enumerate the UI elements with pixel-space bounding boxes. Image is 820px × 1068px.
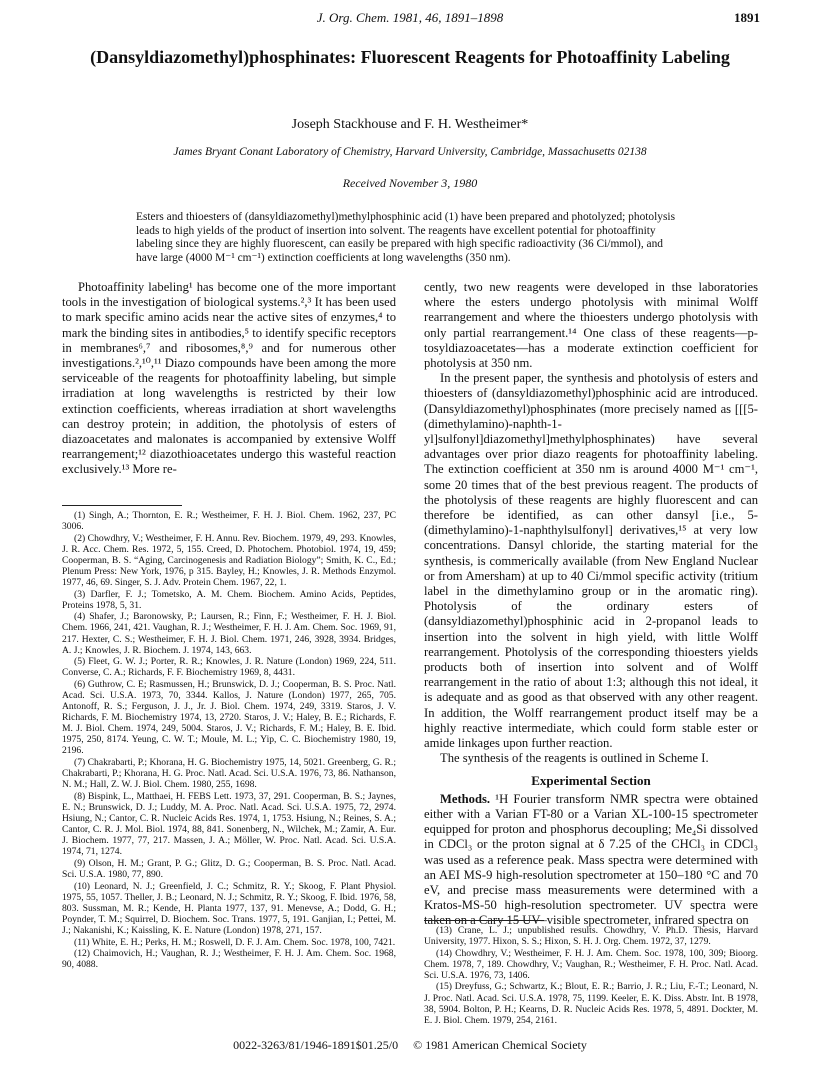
footnote: (4) Shafer, J.; Baronowsky, P.; Laursen, R.; Finn, F.; Westheimer, F. H. J. Biol. Chem. 1966, 241, 421. Vaughan, R. J.; Westheimer, F. H. J. Am. Chem. Soc. 1969, 91, 217. Hexter, C. S.; Westheimer, F. H. J. Biol. Chem. 1971, 246, 3928, 3934. Bridges, A. J.; Knowles, J. R. Biochem. J. 1974, 143, 663. <box>62 611 396 656</box>
methods-label: Methods. <box>440 791 491 806</box>
right-paragraph-3: The synthesis of the reagents is outlined in Scheme I. <box>440 751 709 766</box>
footnote: (6) Guthrow, C. E; Rasmussen, H.; Brunswick, D. J.; Cooperman, B. S. Proc. Natl. Acad. Sci. U.S.A. 1973, 70, 3344. Kallos, J. Nature (London) 1977, 265, 705. Antonoff, R. S.; Ferguson, J. J., Jr. J. Biol. Chem. 1974, 249, 3319. Staros, J. V. Richards, F. M. Biochemistry 1974, 13, 2720. Staros, J. V.; Haley, B. E.; Richards, F. M. J. Biol. Chem. 1974, 249, 5004. Staros, J. V.; Richards, F. M.; Haley, B. E. Ibid. 1975, 250, 8174. Yeung, C. W. T.; Moule, M. L.; Yip, C. C. Biochemistry 1980, 19, 2196. <box>62 678 396 757</box>
footnote: (15) Dreyfuss, G.; Schwartz, K.; Blout, E. R.; Barrio, J. R.; Liu, F.-T.; Leonard, N. J. Proc. Natl. Acad. Sci. U.S.A. 1978, 75, 1199. Keeler, E. K. Diss. Abstr. Int. B 1978, 38, 5904. Bolton, P. H.; Kearns, D. R. Nucleic Acids Res. 1978, 5, 4891. Dockter, M. E. J. Biol. Chem. 1979, 254, 2161. <box>424 981 758 1026</box>
right-paragraph-1: cently, two new reagents were developed in thse laboratories where the esters undergo photolysis with minimal Wolff rearrangement and where the thioesters undergo photolysis with only partial rearrangement.¹⁴ One class of these reagents—p-tosyldiazoacetates—has a moderate extinction coefficient for photolysis at 350 nm. <box>424 280 758 371</box>
right-column-body <box>424 280 758 929</box>
left-column-body <box>62 280 396 478</box>
section-heading: Experimental Section <box>531 772 651 788</box>
running-head <box>60 10 760 28</box>
right-footnotes <box>424 925 758 1026</box>
footnote: (5) Fleet, G. W. J.; Porter, R. R.; Knowles, J. R. Nature (London) 1969, 224, 511. Converse, C. A.; Richards, F. F. Biochemistry 1969, 8, 4431. <box>62 656 396 679</box>
footnote: (14) Chowdhry, V.; Westheimer, F. H. J. Am. Chem. Soc. 1978, 100, 309; Bioorg. Chem. 1978, 7, 189. Chowdhry, V.; Vaughan, R.; Westheimer, F. H. Proc. Natl. Acad. Sci. U.S.A. 1976, 73, 1406. <box>424 947 758 981</box>
footnote-rule-left <box>62 505 182 506</box>
left-footnotes <box>62 510 396 971</box>
footer-copyright: © 1981 American Chemical Society <box>413 1038 587 1052</box>
received-date: Received November 3, 1980 <box>342 176 478 190</box>
methods-paragraph <box>424 792 758 929</box>
intro-paragraph: Photoaffinity labeling¹ has become one of the more important tools in the investigation of biological systems.²,³ It has been used to mark specific amino acids near the active sites of enzymes,⁴ to mark the binding sites in antibodies,⁵ to identify specific receptors in membranes⁶,⁷ and ribosomes,⁸,⁹ and for numerous other investigations.²,¹⁰,¹¹ Diazo compounds have been among the more serviceable of the reagents for photoaffinity labeling, but simple irradiation at long wavelengths is restricted by their low extinction coefficients, whereas irradiation at short wavelengths can destroy protein; in addition, the photolysis of esters of diazoacetates and malonates is accompanied by extensive Wolff rearrangement;¹² diazothioacetates undergo this wasteful reaction exclusively.¹³ More re- <box>62 280 396 477</box>
footnote: (8) Bispink, L., Matthaei, H. FEBS Lett. 1973, 37, 291. Cooperman, B. S.; Jaynes, E. N.; Brunswick, D. J.; Luddy, M. A. Proc. Natl. Acad. Sci. U.S.A. 1975, 72, 2974. Hsiung, N.; Cantor, C. R. Nucleic Acids Res. 1974, 1, 1753. Hsiung, N.; Reines, S. A.; Cantor, C. R. J. Mol. Biol. 1974, 88, 841. Sonenberg, N., Wilchek, M.; Zamir, A. Eur. J. Biochem. 1977, 77, 217. Massen, J. A.; Möller, W. Proc. Natl. Acad. Sci. U.S.A. 1974, 71, 1274. <box>62 790 396 858</box>
abstract <box>136 211 684 265</box>
article-title: (Dansyldiazomethyl)phosphinates: Fluorescent Reagents for Photoaffinity Labeling <box>90 47 730 67</box>
footnote: (7) Chakrabarti, P.; Khorana, H. G. Biochemistry 1975, 14, 5021. Greenberg, G. R.; Chakrabarti, P.; Khorana, H. G. Proc. Natl. Acad. Sci. U.S.A. 1976, 73, 86. Nathanson, N. M.; Hall, Z. W. J. Biol. Chem. 1980, 255, 1698. <box>62 757 396 791</box>
footnote: (11) White, E. H.; Perks, H. M.; Roswell, D. F. J. Am. Chem. Soc. 1978, 100, 7421. <box>74 936 396 948</box>
page-footer <box>60 1038 760 1053</box>
footnote: (2) Chowdhry, V.; Westheimer, F. H. Annu. Rev. Biochem. 1979, 49, 293. Knowles, J. R. Acc. Chem. Res. 1972, 5, 155. Creed, D. Photochem. Photobiol. 1974, 19, 459; Cooperman, B. S. “Aging, Carcinogenesis and Radiation Biology”; Smith, K. C., Ed.; Plenum Press: New York, 1976, p 315. Bayley, H.; Knowles, J. R. Methods Enzymol. 1977, 46, 69. Singer, S. J. Adv. Protein Chem. 1967, 22, 1. <box>62 532 396 589</box>
footnote: (9) Olson, H. M.; Grant, P. G.; Glitz, D. G.; Cooperman, B. S. Proc. Natl. Acad. Sci. U.S.A. 1980, 77, 890. <box>62 857 396 880</box>
abstract-text: Esters and thioesters of (dansyldiazomethyl)methylphosphinic acid (1) have been prepared and photolyzed; photolysis leads to high yields of the product of insertion into solvent. The reagents have excellent potential for photoaffinity labeling since they are highly fluorescent, can easily be prepared with high specific radioactivity (36 Ci/mmol), and have large (4000 M⁻¹ cm⁻¹) extinction coefficients at long wavelengths (350 nm). <box>136 211 676 264</box>
footer-code: 0022-3263/81/1946-1891$01.25/0 <box>233 1038 399 1052</box>
right-paragraph-2: In the present paper, the synthesis and photolysis of esters and thioesters of (dansyldiazomethyl)phosphinic acid are introduced. (Dansyldiazomethyl)phosphinates (more precisely named as [[[5-(dimethylamino)-naphth-1-yl]sulfonyl]diazomethyl]methylphosphinates) have several advantages over prior diazo reagents for photoaffinity labeling. The extinction coefficient at 350 nm is around 4000 M⁻¹ cm⁻¹, some 20 times that of the best previous reagent. The products of the photolysis of these reagents are highly fluorescent and can therefore be identified, as can other dansyl [i.e., 5-(dimethylamino)-1-naphthylsulfonyl] derivatives,¹⁵ at very low concentrations. Dansyl chloride, the starting material for the synthesis, is commerically available (from New England Nuclear or from Amersham) at up to 40 Ci/mmol specific activity (tritium label in the dimethylamino group or in the aromatic ring). Photolysis of the ordinary esters of (dansyldiazomethyl)phosphinic acid in 2-propanol leads to insertion into the solvent in high yield, with little Wolff rearrangement. Photolysis of the corresponding thioesters yields products both of insertion into solvent and of Wolff rearrangement in the ratio of about 1:3; although this not ideal, it is adequate and as good as that observed with any other reagent. In addition, the Wolff rearrangement product itself may be a highly reactive intermediate, which could form stable ester or amide linkages upon further reaction. <box>424 371 758 751</box>
footnote: (13) Crane, L. J.; unpublished results. Chowdhry, V. Ph.D. Thesis, Harvard University, 1977. Hixon, S. S.; Hixon, S. H. J. Org. Chem. 1972, 37, 1279. <box>424 925 758 948</box>
article-authors: Joseph Stackhouse and F. H. Westheimer* <box>291 117 529 132</box>
footnote-rule-right <box>424 920 544 921</box>
methods-text: ¹H Fourier transform NMR spectra were obtained either with a Varian FT-80 or a Varian XL-100-15 spectrometer equipped for proton and phosphorus decoupling; Me₄Si dissolved in CDCl₃ or the proton signal at δ 7.25 of the CHCl₃ in CDCl₃ was used as a reference peak. Mass spectra were determined with an AEI MS-9 high-resolution spectrometer at 150–180 °C and 70 eV, and precise mass measurements were determined with a Kratos-MS-50 high-resolution spectrometer. UV spectra were taken on a Cary 15 UV–visible spectrometer, infrared spectra on <box>424 791 758 928</box>
footnote: (10) Leonard, N. J.; Greenfield, J. C.; Schmitz, R. Y.; Skoog, F. Plant Physiol. 1975, 55, 1057. Theller, J. B.; Leonard, N. J.; Schmitz, R. Y.; Skoog, F. Ibid. 1976, 58, 803. Sussman, M. R.; Kende, H. Planta 1977, 137, 91. Menevse, A.; Dodd, G. H.; Poynder, T. M.; Squirrel, D. Biochem. Soc. Trans. 1977, 5, 191. Ganjian, I.; Pettei, M. J.; Nakanishi, K.; Kaissling, K. E. Nature (London) 1978, 271, 157. <box>62 880 396 936</box>
footnote: (12) Chaimovich, H.; Vaughan, R. J.; Westheimer, F. H. J. Am. Chem. Soc. 1968, 90, 4088. <box>62 948 396 971</box>
article-affiliation: James Bryant Conant Laboratory of Chemistry, Harvard University, Cambridge, Massachusetts 02138 <box>173 146 647 158</box>
footnote: (1) Singh, A.; Thornton, E. R.; Westheimer, F. H. J. Biol. Chem. 1962, 237, PC 3006. <box>62 510 396 533</box>
page-number: 1891 <box>734 10 760 25</box>
journal-citation: J. Org. Chem. 1981, 46, 1891–1898 <box>316 10 504 25</box>
footnote: (3) Darfler, F. J.; Tometsko, A. M. Chem. Biochem. Amino Acids, Peptides, Proteins 1978, 5, 31. <box>62 588 396 611</box>
